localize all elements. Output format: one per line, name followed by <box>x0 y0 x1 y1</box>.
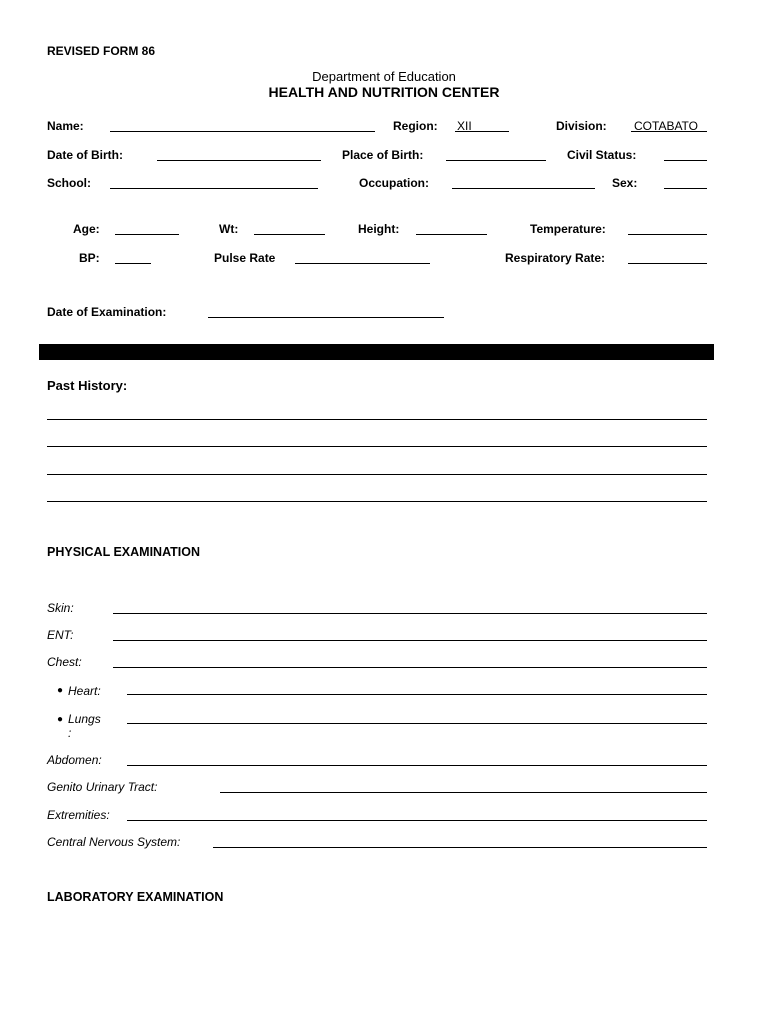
past-history-line-1[interactable] <box>47 419 707 420</box>
ent-label: ENT: <box>47 628 74 642</box>
division-value: COTABATO <box>634 119 699 133</box>
physical-exam-title: PHYSICAL EXAMINATION <box>47 545 201 559</box>
dob-field[interactable] <box>157 160 321 161</box>
temperature-field[interactable] <box>628 234 707 235</box>
skin-label: Skin: <box>47 601 74 615</box>
wt-field[interactable] <box>254 234 325 235</box>
region-label: Region: <box>393 119 438 133</box>
heart-field[interactable] <box>127 694 707 695</box>
exam-date-label: Date of Examination: <box>47 305 167 319</box>
chest-label: Chest: <box>47 655 82 669</box>
respiratory-rate-label: Respiratory Rate: <box>505 251 606 265</box>
abdomen-label: Abdomen: <box>47 753 102 767</box>
extremities-field[interactable] <box>127 820 707 821</box>
pob-label: Place of Birth: <box>342 148 424 162</box>
skin-field[interactable] <box>113 613 707 614</box>
center-title: HEALTH AND NUTRITION CENTER <box>268 84 500 100</box>
civil-status-label: Civil Status: <box>567 148 637 162</box>
department-title: Department of Education <box>312 69 456 84</box>
sex-label: Sex: <box>612 176 638 190</box>
past-history-line-2[interactable] <box>47 446 707 447</box>
past-history-line-3[interactable] <box>47 474 707 475</box>
extremities-label: Extremities: <box>47 808 110 822</box>
abdomen-field[interactable] <box>127 765 707 766</box>
name-field[interactable] <box>110 131 375 132</box>
temperature-label: Temperature: <box>530 222 606 236</box>
pulse-rate-label: Pulse Rate <box>214 251 276 265</box>
age-label: Age: <box>73 222 100 236</box>
lungs-label: Lungs <box>68 712 101 726</box>
occupation-field[interactable] <box>452 188 595 189</box>
cns-label: Central Nervous System: <box>47 835 181 849</box>
genito-urinary-field[interactable] <box>220 792 707 793</box>
lungs-colon: : <box>68 726 72 740</box>
school-field[interactable] <box>110 188 318 189</box>
division-label: Division: <box>556 119 607 133</box>
lungs-bullet-icon: ● <box>57 714 64 725</box>
heart-label: Heart: <box>68 684 101 698</box>
exam-date-field[interactable] <box>208 317 444 318</box>
age-field[interactable] <box>115 234 179 235</box>
lungs-field[interactable] <box>127 723 707 724</box>
chest-field[interactable] <box>113 667 707 668</box>
laboratory-exam-title: LABORATORY EXAMINATION <box>47 890 224 904</box>
civil-status-field[interactable] <box>664 160 707 161</box>
name-label: Name: <box>47 119 84 133</box>
occupation-label: Occupation: <box>359 176 430 190</box>
past-history-label: Past History: <box>47 378 128 393</box>
pulse-rate-field[interactable] <box>295 263 430 264</box>
region-value: XII <box>457 119 472 133</box>
respiratory-rate-field[interactable] <box>628 263 707 264</box>
bp-field[interactable] <box>115 263 151 264</box>
height-label: Height: <box>358 222 400 236</box>
school-label: School: <box>47 176 91 190</box>
section-divider <box>39 344 714 360</box>
form-id: REVISED FORM 86 <box>47 44 156 58</box>
dob-label: Date of Birth: <box>47 148 123 162</box>
cns-field[interactable] <box>213 847 707 848</box>
genito-urinary-label: Genito Urinary Tract: <box>47 780 158 794</box>
pob-field[interactable] <box>446 160 546 161</box>
heart-bullet-icon: ● <box>57 685 64 696</box>
bp-label: BP: <box>79 251 100 265</box>
sex-field[interactable] <box>664 188 707 189</box>
height-field[interactable] <box>416 234 487 235</box>
wt-label: Wt: <box>219 222 239 236</box>
past-history-line-4[interactable] <box>47 501 707 502</box>
ent-field[interactable] <box>113 640 707 641</box>
